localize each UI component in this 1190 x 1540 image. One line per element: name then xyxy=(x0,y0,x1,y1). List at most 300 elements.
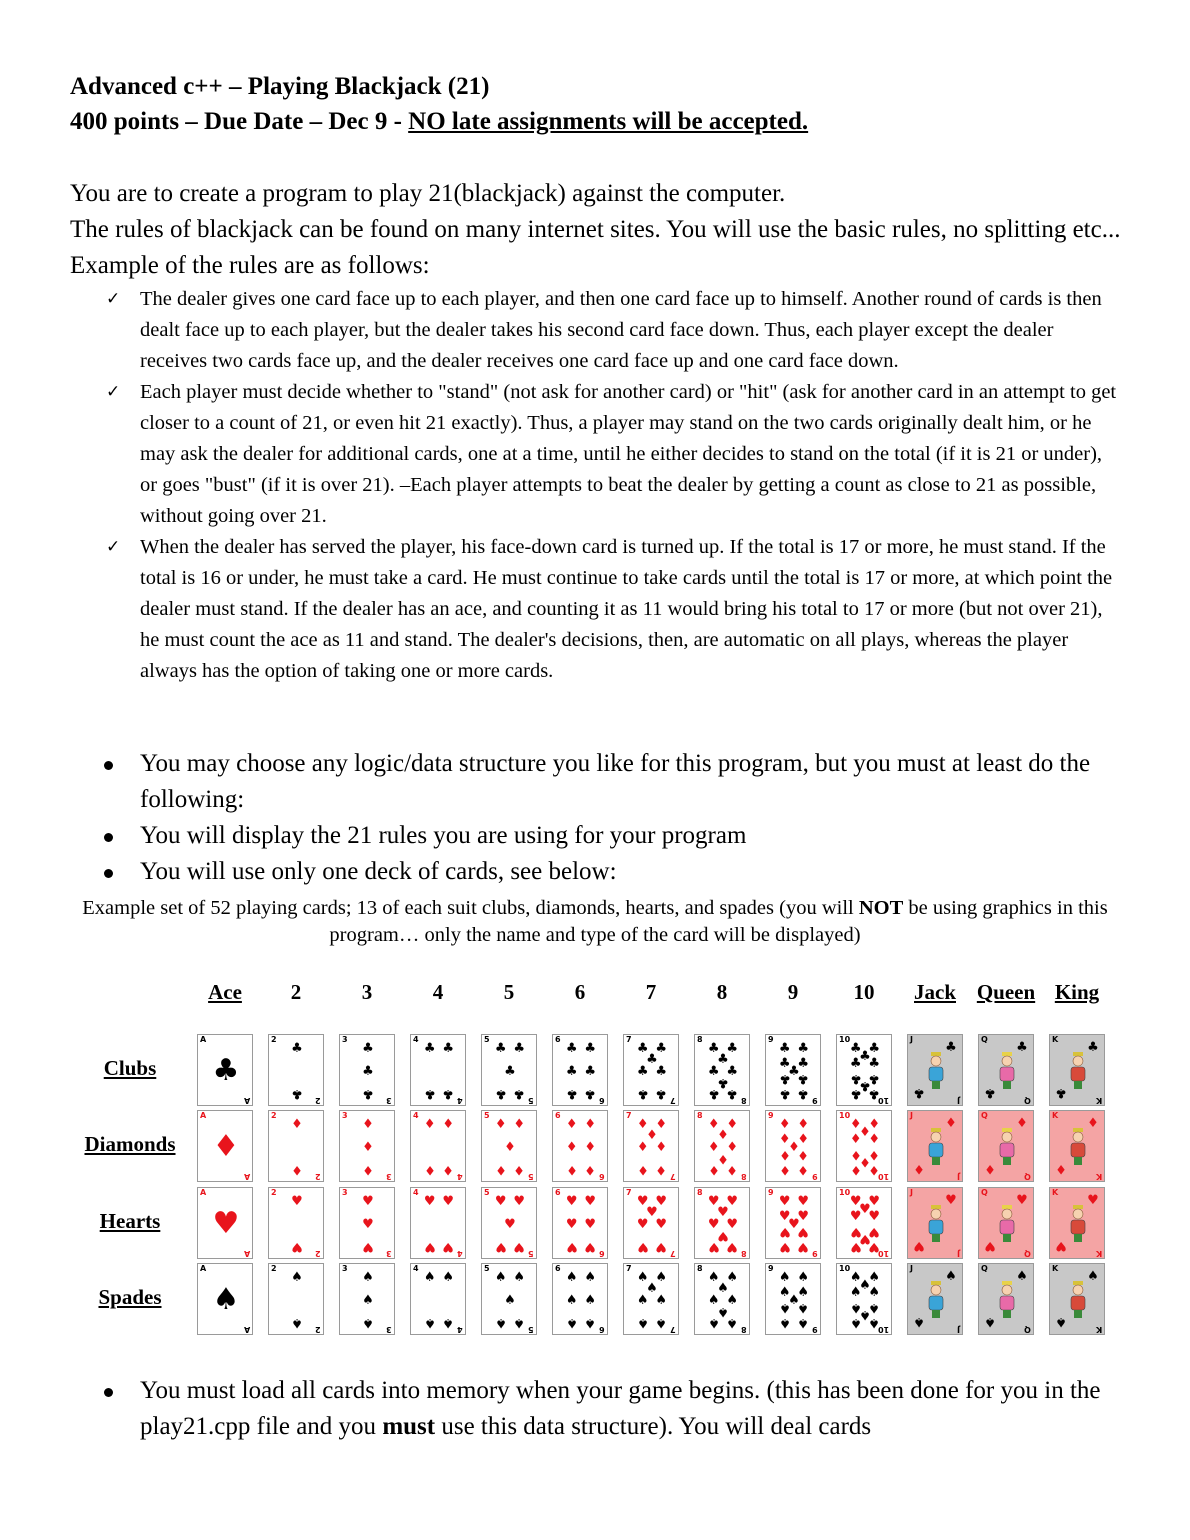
bullet-emphasis: must xyxy=(382,1413,436,1440)
diamonds-pip-icon: ♦ xyxy=(655,1139,668,1155)
hearts-pip-icon: ♥ xyxy=(442,1194,455,1210)
hearts-pip-icon: ♥ xyxy=(707,1194,720,1210)
clubs-pip-icon: ♣ xyxy=(584,1085,597,1101)
card-rank-corner: 9 xyxy=(768,1264,774,1273)
hearts-pip-icon: ♥ xyxy=(584,1194,597,1210)
hearts-pip-icon: ♥ xyxy=(646,1205,658,1221)
deck-caption xyxy=(70,895,1120,949)
hearts-pip-icon: ♥ xyxy=(494,1194,507,1210)
spades-pip-icon: ♠ xyxy=(717,1281,729,1297)
rank-header-label: 7 xyxy=(645,980,657,1004)
card-jack-of-clubs xyxy=(907,1034,963,1106)
bullet-item xyxy=(0,854,1120,890)
card-rank-corner: 3 xyxy=(386,1096,392,1105)
clubs-pip-icon: ♣ xyxy=(788,1063,800,1079)
card-rank-corner: 3 xyxy=(342,1264,348,1273)
hearts-pip-icon: ♥ xyxy=(726,1238,739,1254)
assignment-title: Advanced c++ – Playing Blackjack (21) xyxy=(70,73,490,100)
diamonds-pip-icon: ♦ xyxy=(726,1117,739,1133)
card-7-of-diamonds xyxy=(623,1110,679,1182)
hearts-pip-icon: ♥ xyxy=(362,1238,374,1254)
hearts-pip-icon: ♥ xyxy=(778,1208,791,1224)
diamonds-pip-icon: ♦ xyxy=(423,1161,436,1177)
spades-pip-icon: ♠ xyxy=(707,1292,720,1308)
face-card-figure-icon xyxy=(993,1278,1021,1322)
card-10-of-hearts xyxy=(836,1187,892,1259)
card-rank-corner: Q xyxy=(1024,1172,1031,1181)
card-rank-corner: 4 xyxy=(457,1325,463,1334)
card-queen-of-hearts xyxy=(978,1187,1034,1259)
spades-pip-icon: ♠ xyxy=(291,1270,303,1286)
card-rank-corner: 4 xyxy=(413,1035,419,1044)
hearts-pip-icon: ♥ xyxy=(584,1216,597,1232)
card-rank-corner: 3 xyxy=(386,1249,392,1258)
card-rank-corner: Q xyxy=(1024,1325,1031,1334)
card-rank-corner: 5 xyxy=(528,1249,534,1258)
spades-pip-icon: ♠ xyxy=(788,1292,800,1308)
clubs-pip-icon: ♣ xyxy=(494,1085,507,1101)
card-queen-of-clubs xyxy=(978,1034,1034,1106)
card-ace-of-diamonds xyxy=(197,1110,253,1182)
clubs-pip-icon: ♣ xyxy=(565,1085,578,1101)
card-9-of-diamonds xyxy=(765,1110,821,1182)
card-4-of-spades xyxy=(410,1263,466,1335)
bullet-icon xyxy=(104,833,113,842)
card-rank-corner: 6 xyxy=(555,1035,561,1044)
hearts-pip-icon: ♥ xyxy=(1055,1238,1067,1253)
spades-pip-icon: ♠ xyxy=(849,1300,862,1316)
clubs-pip-icon: ♣ xyxy=(1087,1040,1099,1055)
spades-pip-icon: ♠ xyxy=(868,1284,881,1300)
hearts-pip-icon: ♥ xyxy=(1016,1193,1028,1208)
card-9-of-spades xyxy=(765,1263,821,1335)
clubs-pip-icon: ♣ xyxy=(778,1055,791,1071)
spades-pip-icon: ♠ xyxy=(565,1314,578,1330)
card-10-of-diamonds xyxy=(836,1110,892,1182)
card-7-of-clubs xyxy=(623,1034,679,1106)
diamonds-pip-icon: ♦ xyxy=(849,1117,862,1133)
hearts-pip-icon: ♥ xyxy=(797,1224,810,1240)
card-rank-corner: K xyxy=(1052,1264,1059,1273)
spades-pip-icon: ♠ xyxy=(212,1282,240,1317)
card-rank-corner: 10 xyxy=(877,1325,889,1334)
card-rank-corner: 8 xyxy=(741,1172,747,1181)
spades-pip-icon: ♠ xyxy=(646,1281,658,1297)
card-rank-corner: 10 xyxy=(877,1096,889,1105)
intro-paragraph-2: The rules of blackjack can be found on many internet sites. You will use the basic rules, no splitting etc... Example of the rules are as follows: xyxy=(70,216,1121,279)
hearts-pip-icon: ♥ xyxy=(442,1238,455,1254)
card-rank-corner: K xyxy=(1095,1325,1102,1334)
hearts-pip-icon: ♥ xyxy=(212,1206,240,1241)
card-rank-corner: A xyxy=(243,1096,250,1105)
clubs-pip-icon: ♣ xyxy=(636,1041,649,1057)
clubs-pip-icon: ♣ xyxy=(868,1041,881,1057)
clubs-pip-icon: ♣ xyxy=(707,1085,720,1101)
rank-header-6 xyxy=(540,978,620,1006)
card-rank-corner: 4 xyxy=(457,1096,463,1105)
rank-header-label: King xyxy=(1054,980,1100,1004)
card-rank-corner: 10 xyxy=(877,1249,889,1258)
rank-header-10 xyxy=(824,978,904,1006)
card-10-of-spades xyxy=(836,1263,892,1335)
spades-pip-icon: ♠ xyxy=(984,1314,996,1329)
diamonds-pip-icon: ♦ xyxy=(849,1161,862,1177)
diamonds-pip-icon: ♦ xyxy=(859,1125,871,1140)
diamonds-pip-icon: ♦ xyxy=(717,1128,729,1144)
spades-pip-icon: ♠ xyxy=(655,1314,668,1330)
clubs-pip-icon: ♣ xyxy=(849,1085,862,1101)
diamonds-pip-icon: ♦ xyxy=(1087,1116,1099,1131)
clubs-pip-icon: ♣ xyxy=(797,1055,810,1071)
spades-pip-icon: ♠ xyxy=(778,1284,791,1300)
hearts-pip-icon: ♥ xyxy=(707,1216,720,1232)
face-card-figure-icon xyxy=(993,1049,1021,1093)
hearts-pip-icon: ♥ xyxy=(913,1238,925,1253)
diamonds-pip-icon: ♦ xyxy=(655,1161,668,1177)
diamonds-pip-icon: ♦ xyxy=(442,1117,455,1133)
diamonds-pip-icon: ♦ xyxy=(849,1147,862,1163)
card-rank-corner: 9 xyxy=(768,1035,774,1044)
hearts-pip-icon: ♥ xyxy=(423,1238,436,1254)
card-8-of-hearts xyxy=(694,1187,750,1259)
card-ace-of-hearts xyxy=(197,1187,253,1259)
rank-header-label: Queen xyxy=(976,980,1036,1004)
clubs-pip-icon: ♣ xyxy=(778,1041,791,1057)
clubs-pip-icon: ♣ xyxy=(1055,1085,1067,1100)
bullet-icon xyxy=(104,761,113,770)
diamonds-pip-icon: ♦ xyxy=(707,1117,720,1133)
clubs-pip-icon: ♣ xyxy=(565,1063,578,1079)
card-rank-corner: 10 xyxy=(839,1035,851,1044)
card-rank-corner: J xyxy=(957,1325,960,1334)
spades-pip-icon: ♠ xyxy=(726,1314,739,1330)
rank-header-label: 9 xyxy=(787,980,799,1004)
card-rank-corner: 7 xyxy=(626,1111,632,1120)
spades-pip-icon: ♠ xyxy=(707,1314,720,1330)
diamonds-pip-icon: ♦ xyxy=(797,1131,810,1147)
clubs-pip-icon: ♣ xyxy=(707,1063,720,1079)
card-rank-corner: 9 xyxy=(812,1249,818,1258)
hearts-pip-icon: ♥ xyxy=(655,1216,668,1232)
bullet-text: You will use only one deck of cards, see below: xyxy=(140,858,617,885)
hearts-pip-icon: ♥ xyxy=(859,1231,871,1246)
spades-pip-icon: ♠ xyxy=(636,1314,649,1330)
card-9-of-hearts xyxy=(765,1187,821,1259)
card-rank-corner: 8 xyxy=(741,1096,747,1105)
face-card-figure-icon xyxy=(993,1202,1021,1246)
card-rank-corner: J xyxy=(957,1172,960,1181)
clubs-pip-icon: ♣ xyxy=(423,1085,436,1101)
card-rank-corner: 6 xyxy=(599,1249,605,1258)
hearts-pip-icon: ♥ xyxy=(513,1238,526,1254)
rank-header-8 xyxy=(682,978,762,1006)
card-rank-corner: 7 xyxy=(626,1264,632,1273)
card-rank-corner: 2 xyxy=(271,1035,277,1044)
clubs-pip-icon: ♣ xyxy=(859,1049,871,1064)
clubs-pip-icon: ♣ xyxy=(636,1085,649,1101)
clubs-pip-icon: ♣ xyxy=(565,1041,578,1057)
clubs-pip-icon: ♣ xyxy=(655,1041,668,1057)
rank-header-label: 2 xyxy=(290,980,302,1004)
card-rank-corner: 8 xyxy=(697,1111,703,1120)
card-rank-corner: 5 xyxy=(484,1035,490,1044)
rank-header-label: 4 xyxy=(432,980,444,1004)
check-icon: ✓ xyxy=(106,382,121,402)
card-rank-corner: 8 xyxy=(741,1249,747,1258)
spades-pip-icon: ♠ xyxy=(291,1314,303,1330)
diamonds-pip-icon: ♦ xyxy=(504,1139,516,1155)
spades-pip-icon: ♠ xyxy=(797,1314,810,1330)
spades-pip-icon: ♠ xyxy=(584,1292,597,1308)
hearts-pip-icon: ♥ xyxy=(868,1238,881,1254)
hearts-pip-icon: ♥ xyxy=(726,1194,739,1210)
card-rank-corner: 2 xyxy=(315,1172,321,1181)
card-king-of-clubs xyxy=(1049,1034,1105,1106)
card-rank-corner: 6 xyxy=(599,1172,605,1181)
clubs-pip-icon: ♣ xyxy=(1016,1040,1028,1055)
card-3-of-clubs xyxy=(339,1034,395,1106)
spades-pip-icon: ♠ xyxy=(423,1314,436,1330)
hearts-pip-icon: ♥ xyxy=(565,1238,578,1254)
card-rank-corner: 5 xyxy=(484,1188,490,1197)
clubs-pip-icon: ♣ xyxy=(362,1041,374,1057)
spades-pip-icon: ♠ xyxy=(655,1292,668,1308)
card-rank-corner: 5 xyxy=(528,1325,534,1334)
hearts-pip-icon: ♥ xyxy=(1087,1193,1099,1208)
card-rank-corner: 2 xyxy=(271,1188,277,1197)
spades-pip-icon: ♠ xyxy=(1016,1269,1028,1284)
spades-pip-icon: ♠ xyxy=(565,1292,578,1308)
card-rank-corner: 6 xyxy=(555,1264,561,1273)
caption-text: Example set of 52 playing cards; 13 of each suit clubs, diamonds, hearts, and spades (you will xyxy=(82,897,859,919)
hearts-pip-icon: ♥ xyxy=(655,1238,668,1254)
diamonds-pip-icon: ♦ xyxy=(291,1161,303,1177)
card-3-of-diamonds xyxy=(339,1110,395,1182)
spades-pip-icon: ♠ xyxy=(362,1270,374,1286)
diamonds-pip-icon: ♦ xyxy=(513,1117,526,1133)
card-rank-corner: 2 xyxy=(315,1249,321,1258)
check-icon: ✓ xyxy=(106,537,121,557)
bullet-item xyxy=(0,1373,1120,1445)
card-rank-corner: 7 xyxy=(670,1096,676,1105)
hearts-pip-icon: ♥ xyxy=(636,1238,649,1254)
face-card-figure-icon xyxy=(993,1125,1021,1169)
clubs-pip-icon: ♣ xyxy=(945,1040,957,1055)
rank-header-king xyxy=(1037,978,1117,1006)
suit-header-spades: Spades xyxy=(98,1285,162,1309)
spades-pip-icon: ♠ xyxy=(778,1314,791,1330)
card-rank-corner: A xyxy=(200,1111,207,1120)
hearts-pip-icon: ♥ xyxy=(868,1224,881,1240)
card-5-of-hearts xyxy=(481,1187,537,1259)
card-rank-corner: 9 xyxy=(812,1325,818,1334)
card-rank-corner: Q xyxy=(1024,1249,1031,1258)
card-rank-corner: 6 xyxy=(555,1188,561,1197)
card-jack-of-hearts xyxy=(907,1187,963,1259)
hearts-pip-icon: ♥ xyxy=(636,1216,649,1232)
spades-pip-icon: ♠ xyxy=(797,1284,810,1300)
hearts-pip-icon: ♥ xyxy=(291,1238,303,1254)
late-policy-text: NO late assignments will be accepted. xyxy=(408,108,809,135)
card-10-of-clubs xyxy=(836,1034,892,1106)
card-rank-corner: 3 xyxy=(386,1325,392,1334)
card-rank-corner: 4 xyxy=(413,1188,419,1197)
diamonds-pip-icon: ♦ xyxy=(717,1150,729,1166)
diamonds-pip-icon: ♦ xyxy=(868,1131,881,1147)
rule-text: Each player must decide whether to "stand" (not ask for another card) or "hit" (ask for another card in an attempt to get closer to a count of 21, or even hit 21 exactly). Thus, a player may stand on the two cards originally dealt him, or he may ask the dealer for additional cards, one at a time, until he either decides to stand on the total (if it is 21 or under), or goes "bust" (if it is over 21). –Each player attempts to beat the dealer by getting a count as close to 21 as possible, without going over 21. xyxy=(140,381,1117,527)
clubs-pip-icon: ♣ xyxy=(362,1085,374,1101)
spades-pip-icon: ♠ xyxy=(1087,1269,1099,1284)
diamonds-pip-icon: ♦ xyxy=(726,1139,739,1155)
diamonds-pip-icon: ♦ xyxy=(565,1139,578,1155)
card-rank-corner: 6 xyxy=(599,1096,605,1105)
clubs-pip-icon: ♣ xyxy=(726,1085,739,1101)
bullet-item xyxy=(0,818,1120,854)
hearts-pip-icon: ♥ xyxy=(868,1208,881,1224)
card-rank-corner: 3 xyxy=(342,1111,348,1120)
card-rank-corner: A xyxy=(243,1172,250,1181)
clubs-pip-icon: ♣ xyxy=(868,1071,881,1087)
intro-paragraph-1: You are to create a program to play 21(blackjack) against the computer. xyxy=(70,180,786,207)
bullet-text: You may choose any logic/data structure you like for this program, but you must at least do the following: xyxy=(140,750,1091,813)
card-rank-corner: 7 xyxy=(626,1188,632,1197)
card-rank-corner: 5 xyxy=(528,1172,534,1181)
spades-pip-icon: ♠ xyxy=(859,1278,871,1293)
card-4-of-hearts xyxy=(410,1187,466,1259)
spades-pip-icon: ♠ xyxy=(423,1270,436,1286)
card-rank-corner: 6 xyxy=(555,1111,561,1120)
diamonds-pip-icon: ♦ xyxy=(565,1161,578,1177)
clubs-pip-icon: ♣ xyxy=(442,1041,455,1057)
card-2-of-spades xyxy=(268,1263,324,1335)
caption-emphasis: NOT xyxy=(858,897,904,919)
spades-pip-icon: ♠ xyxy=(868,1300,881,1316)
card-8-of-diamonds xyxy=(694,1110,750,1182)
spades-pip-icon: ♠ xyxy=(1055,1314,1067,1329)
face-card-figure-icon xyxy=(922,1125,950,1169)
hearts-pip-icon: ♥ xyxy=(945,1193,957,1208)
hearts-pip-icon: ♥ xyxy=(859,1202,871,1217)
card-rank-corner: K xyxy=(1095,1096,1102,1105)
hearts-pip-icon: ♥ xyxy=(362,1216,374,1232)
spades-pip-icon: ♠ xyxy=(913,1314,925,1329)
card-rank-corner: 8 xyxy=(697,1264,703,1273)
spades-pip-icon: ♠ xyxy=(494,1314,507,1330)
spades-pip-icon: ♠ xyxy=(636,1270,649,1286)
intro-text xyxy=(70,176,1130,284)
spades-pip-icon: ♠ xyxy=(707,1270,720,1286)
bullet-text: You will display the 21 rules you are using for your program xyxy=(140,822,747,849)
hearts-pip-icon: ♥ xyxy=(726,1216,739,1232)
hearts-pip-icon: ♥ xyxy=(788,1216,800,1232)
diamonds-pip-icon: ♦ xyxy=(797,1147,810,1163)
card-5-of-spades xyxy=(481,1263,537,1335)
card-rank-corner: 7 xyxy=(670,1249,676,1258)
clubs-pip-icon: ♣ xyxy=(717,1074,729,1090)
card-rank-corner: 10 xyxy=(839,1264,851,1273)
hearts-pip-icon: ♥ xyxy=(849,1208,862,1224)
card-rank-corner: 6 xyxy=(599,1325,605,1334)
card-rank-corner: 7 xyxy=(670,1172,676,1181)
diamonds-pip-icon: ♦ xyxy=(646,1128,658,1144)
diamonds-pip-icon: ♦ xyxy=(945,1116,957,1131)
diamonds-pip-icon: ♦ xyxy=(362,1117,374,1133)
card-king-of-hearts xyxy=(1049,1187,1105,1259)
clubs-pip-icon: ♣ xyxy=(291,1085,303,1101)
clubs-pip-icon: ♣ xyxy=(726,1063,739,1079)
card-rank-corner: J xyxy=(957,1249,960,1258)
spades-pip-icon: ♠ xyxy=(655,1270,668,1286)
card-rank-corner: 7 xyxy=(670,1325,676,1334)
card-ace-of-spades xyxy=(197,1263,253,1335)
hearts-pip-icon: ♥ xyxy=(584,1238,597,1254)
hearts-pip-icon: ♥ xyxy=(797,1238,810,1254)
card-6-of-clubs xyxy=(552,1034,608,1106)
card-rank-corner: 10 xyxy=(839,1188,851,1197)
diamonds-pip-icon: ♦ xyxy=(636,1161,649,1177)
card-rank-corner: Q xyxy=(981,1035,988,1044)
clubs-pip-icon: ♣ xyxy=(423,1041,436,1057)
card-rank-corner: 7 xyxy=(626,1035,632,1044)
spades-pip-icon: ♠ xyxy=(778,1300,791,1316)
spades-pip-icon: ♠ xyxy=(494,1270,507,1286)
card-6-of-hearts xyxy=(552,1187,608,1259)
clubs-pip-icon: ♣ xyxy=(636,1063,649,1079)
card-rank-corner: 10 xyxy=(839,1111,851,1120)
spades-pip-icon: ♠ xyxy=(859,1307,871,1322)
bullet-text: You must load all cards into memory when your game begins. (this has been done for you in the play21.cpp file and you xyxy=(140,1377,1101,1440)
card-7-of-hearts xyxy=(623,1187,679,1259)
rank-header-7 xyxy=(611,978,691,1006)
spades-pip-icon: ♠ xyxy=(636,1292,649,1308)
spades-pip-icon: ♠ xyxy=(362,1314,374,1330)
card-2-of-clubs xyxy=(268,1034,324,1106)
diamonds-pip-icon: ♦ xyxy=(362,1139,374,1155)
spades-pip-icon: ♠ xyxy=(778,1270,791,1286)
diamonds-pip-icon: ♦ xyxy=(494,1117,507,1133)
diamonds-pip-icon: ♦ xyxy=(291,1117,303,1133)
card-rank-corner: 4 xyxy=(457,1249,463,1258)
card-2-of-hearts xyxy=(268,1187,324,1259)
diamonds-pip-icon: ♦ xyxy=(707,1139,720,1155)
caption-text: be using graphics in this program… only the name and type of the card will be displayed) xyxy=(329,897,1108,946)
diamonds-pip-icon: ♦ xyxy=(636,1139,649,1155)
card-rank-corner: 4 xyxy=(413,1264,419,1273)
hearts-pip-icon: ♥ xyxy=(717,1205,729,1221)
card-rank-corner: A xyxy=(200,1188,207,1197)
hearts-pip-icon: ♥ xyxy=(636,1194,649,1210)
hearts-pip-icon: ♥ xyxy=(849,1194,862,1210)
hearts-pip-icon: ♥ xyxy=(797,1208,810,1224)
card-rank-corner: 10 xyxy=(877,1172,889,1181)
rank-header-5 xyxy=(469,978,549,1006)
clubs-pip-icon: ♣ xyxy=(646,1052,658,1068)
spades-pip-icon: ♠ xyxy=(513,1270,526,1286)
rule-text: When the dealer has served the player, his face-down card is turned up. If the total is 17 or more, he must stand. If the total is 16 or under, he must take a card. He must continue to take cards until the total is 17 or more, at which point the dealer must stand. If the dealer has an ace, and counting it as 11 would bring his total to 17 or more (but not over 21), he must count the ace as 11 and stand. The dealer's decisions, then, are automatic on all plays, whereas the player always has the option of taking one or more cards. xyxy=(140,536,1113,682)
spades-pip-icon: ♠ xyxy=(442,1314,455,1330)
diamonds-pip-icon: ♦ xyxy=(868,1161,881,1177)
rank-header-jack xyxy=(895,978,975,1006)
card-rank-corner: 4 xyxy=(413,1111,419,1120)
spades-pip-icon: ♠ xyxy=(726,1270,739,1286)
clubs-pip-icon: ♣ xyxy=(913,1085,925,1100)
diamonds-pip-icon: ♦ xyxy=(1055,1161,1067,1176)
hearts-pip-icon: ♥ xyxy=(655,1194,668,1210)
card-rank-corner: 9 xyxy=(768,1111,774,1120)
clubs-pip-icon: ♣ xyxy=(584,1063,597,1079)
spades-pip-icon: ♠ xyxy=(797,1270,810,1286)
diamonds-pip-icon: ♦ xyxy=(788,1139,800,1155)
